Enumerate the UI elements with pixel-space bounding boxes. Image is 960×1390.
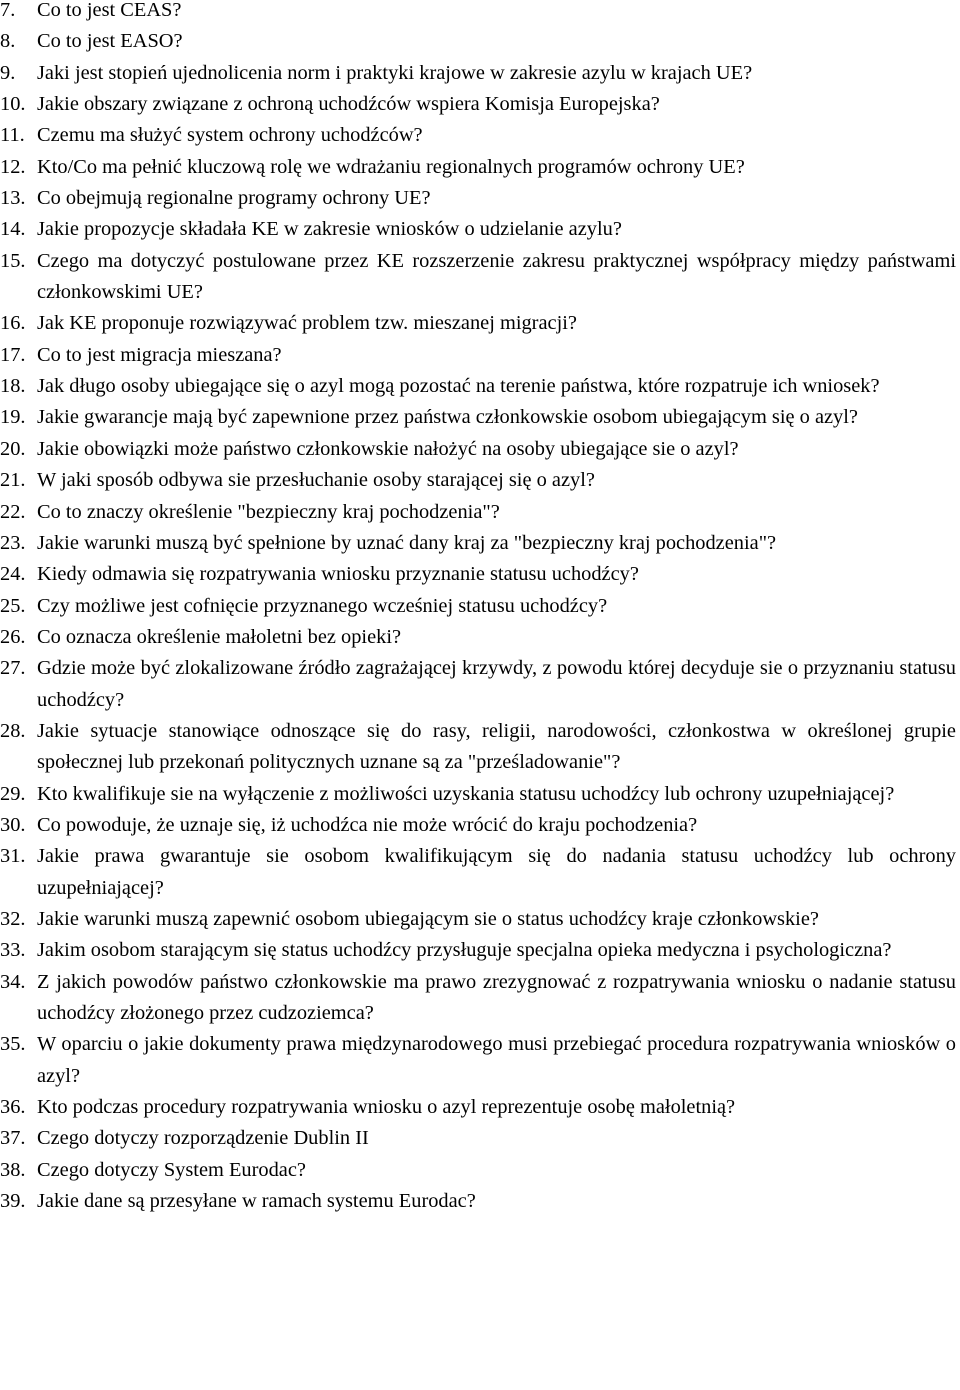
question-item [0, 497, 956, 528]
question-number: 11. [0, 124, 25, 147]
question-item [0, 622, 956, 653]
question-text: Jakim osobom starającym się status uchodźcy przysługuje specjalna opieka medyczna i psychologiczna? [37, 939, 892, 962]
question-number: 34. [0, 970, 26, 993]
question-number: 23. [0, 531, 26, 554]
question-number: 32. [0, 907, 26, 930]
question-number: 9. [0, 61, 16, 84]
question-text: Jakie obowiązki może państwo członkowskie nałożyć na osoby ubiegające sie o azyl? [37, 437, 739, 460]
question-item [0, 559, 956, 590]
question-item [0, 1029, 956, 1092]
question-text: Jak KE proponuje rozwiązywać problem tzw. mieszanej migracji? [37, 312, 577, 335]
question-number: 31. [0, 845, 26, 868]
question-number: 14. [0, 218, 26, 241]
question-item [0, 1186, 956, 1217]
question-number: 16. [0, 312, 26, 335]
question-text: Co to znaczy określenie "bezpieczny kraj pochodzenia"? [37, 500, 500, 523]
question-item [0, 1155, 956, 1186]
question-text: Jakie dane są przesyłane w ramach systemu Eurodac? [37, 1190, 476, 1213]
question-number: 26. [0, 625, 26, 648]
question-item [0, 0, 956, 26]
question-text: Co powoduje, że uznaje się, iż uchodźca nie może wrócić do kraju pochodzenia? [37, 813, 698, 836]
question-number: 20. [0, 437, 26, 460]
question-number: 18. [0, 375, 26, 398]
question-text: Jak długo osoby ubiegające się o azyl mogą pozostać na terenie państwa, które rozpatruje ich wniosek? [37, 375, 880, 398]
question-item [0, 528, 956, 559]
question-text: Z jakich powodów państwo członkowskie ma prawo zrezygnować z rozpatrywania wniosku o nadanie statusu uchodźcy złożonego przez cudzoziemca? [37, 970, 956, 1024]
question-item [0, 904, 956, 935]
question-number: 37. [0, 1127, 26, 1150]
question-item [0, 810, 956, 841]
question-item [0, 591, 956, 622]
question-text: Gdzie może być zlokalizowane źródło zagrażającej krzywdy, z powodu której decyduje sie o przyznaniu statusu uchodźcy? [37, 657, 956, 711]
question-number: 17. [0, 343, 26, 366]
question-number: 30. [0, 813, 26, 836]
question-number: 24. [0, 563, 26, 586]
question-number: 22. [0, 500, 26, 523]
question-item [0, 340, 956, 371]
question-number: 12. [0, 155, 26, 178]
question-number: 13. [0, 187, 26, 210]
question-item [0, 183, 956, 214]
question-item [0, 152, 956, 183]
question-item [0, 120, 956, 151]
question-number: 28. [0, 719, 26, 742]
question-text: Co to jest migracja mieszana? [37, 343, 282, 366]
question-item [0, 841, 956, 904]
question-item [0, 653, 956, 716]
question-text: Jakie prawa gwarantuje sie osobom kwalifikującym się do nadania statusu uchodźcy lub ochrony uzupełniającej? [37, 845, 956, 899]
question-text: Kiedy odmawia się rozpatrywania wniosku przyznanie statusu uchodźcy? [37, 563, 639, 586]
question-item [0, 89, 956, 120]
question-item [0, 58, 956, 89]
question-text: Co obejmują regionalne programy ochrony UE? [37, 187, 431, 210]
question-text: Czego ma dotyczyć postulowane przez KE rozszerzenie zakresu praktycznej współpracy między państwami członkowskimi UE? [37, 249, 956, 304]
question-text: Jakie sytuacje stanowiące odnoszące się do rasy, religii, narodowości, członkostwa w określonej grupie społecznej lub przekonań politycznych uznane są za "prześladowanie"? [37, 719, 956, 774]
question-item [0, 434, 956, 465]
question-number: 19. [0, 406, 26, 429]
question-item [0, 308, 956, 339]
question-item [0, 1092, 956, 1123]
question-text: Czemu ma służyć system ochrony uchodźców? [37, 124, 423, 147]
question-number: 10. [0, 93, 26, 116]
question-number: 15. [0, 249, 26, 272]
question-number: 35. [0, 1033, 26, 1056]
question-number: 39. [0, 1190, 26, 1213]
question-text: Co to jest CEAS? [37, 0, 182, 21]
question-number: 27. [0, 657, 26, 680]
question-text: Jakie warunki muszą zapewnić osobom ubiegającym sie o status uchodźcy kraje członkowskie? [37, 907, 819, 930]
question-item [0, 465, 956, 496]
question-number: 36. [0, 1096, 26, 1119]
question-text: Czy możliwe jest cofnięcie przyznanego wcześniej statusu uchodźcy? [37, 594, 608, 617]
question-text: Kto/Co ma pełnić kluczową rolę we wdrażaniu regionalnych programów ochrony UE? [37, 155, 745, 178]
question-text: Co oznacza określenie małoletni bez opieki? [37, 625, 402, 648]
question-number: 25. [0, 594, 26, 617]
question-text: Jakie obszary związane z ochroną uchodźców wspiera Komisja Europejska? [37, 93, 660, 116]
question-text: Jaki jest stopień ujednolicenia norm i praktyki krajowe w zakresie azylu w krajach UE? [37, 61, 753, 84]
question-number: 33. [0, 939, 26, 962]
question-text: W oparciu o jakie dokumenty prawa międzynarodowego musi przebiegać procedura rozpatrywania wniosków o azyl? [37, 1033, 956, 1087]
question-item [0, 779, 956, 810]
question-item [0, 246, 956, 309]
question-item [0, 1123, 956, 1154]
question-item [0, 402, 956, 433]
question-text: Jakie warunki muszą być spełnione by uznać dany kraj za "bezpieczny kraj pochodzenia"? [37, 531, 777, 554]
question-number: 21. [0, 469, 26, 492]
question-text: Kto podczas procedury rozpatrywania wniosku o azyl reprezentuje osobę małoletnią? [37, 1096, 736, 1119]
question-item [0, 26, 956, 57]
question-number: 29. [0, 782, 26, 805]
question-text: Jakie propozycje składała KE w zakresie wniosków o udzielanie azylu? [37, 218, 622, 241]
question-item [0, 716, 956, 779]
question-text: W jaki sposób odbywa sie przesłuchanie osoby starającej się o azyl? [37, 469, 595, 492]
question-item [0, 371, 956, 402]
question-text: Czego dotyczy System Eurodac? [37, 1158, 306, 1181]
question-item [0, 214, 956, 245]
question-number: 7. [0, 0, 16, 21]
question-text: Czego dotyczy rozporządzenie Dublin II [37, 1127, 369, 1150]
question-text: Co to jest EASO? [37, 30, 183, 53]
question-number: 38. [0, 1158, 26, 1181]
question-number: 8. [0, 30, 16, 53]
question-text: Kto kwalifikuje sie na wyłączenie z możliwości uzyskania statusu uchodźcy lub ochrony uzupełniającej? [37, 782, 895, 805]
question-text: Jakie gwarancje mają być zapewnione przez państwa członkowskie osobom ubiegającym się o azyl? [37, 406, 858, 429]
question-item [0, 967, 956, 1030]
question-item [0, 935, 956, 966]
